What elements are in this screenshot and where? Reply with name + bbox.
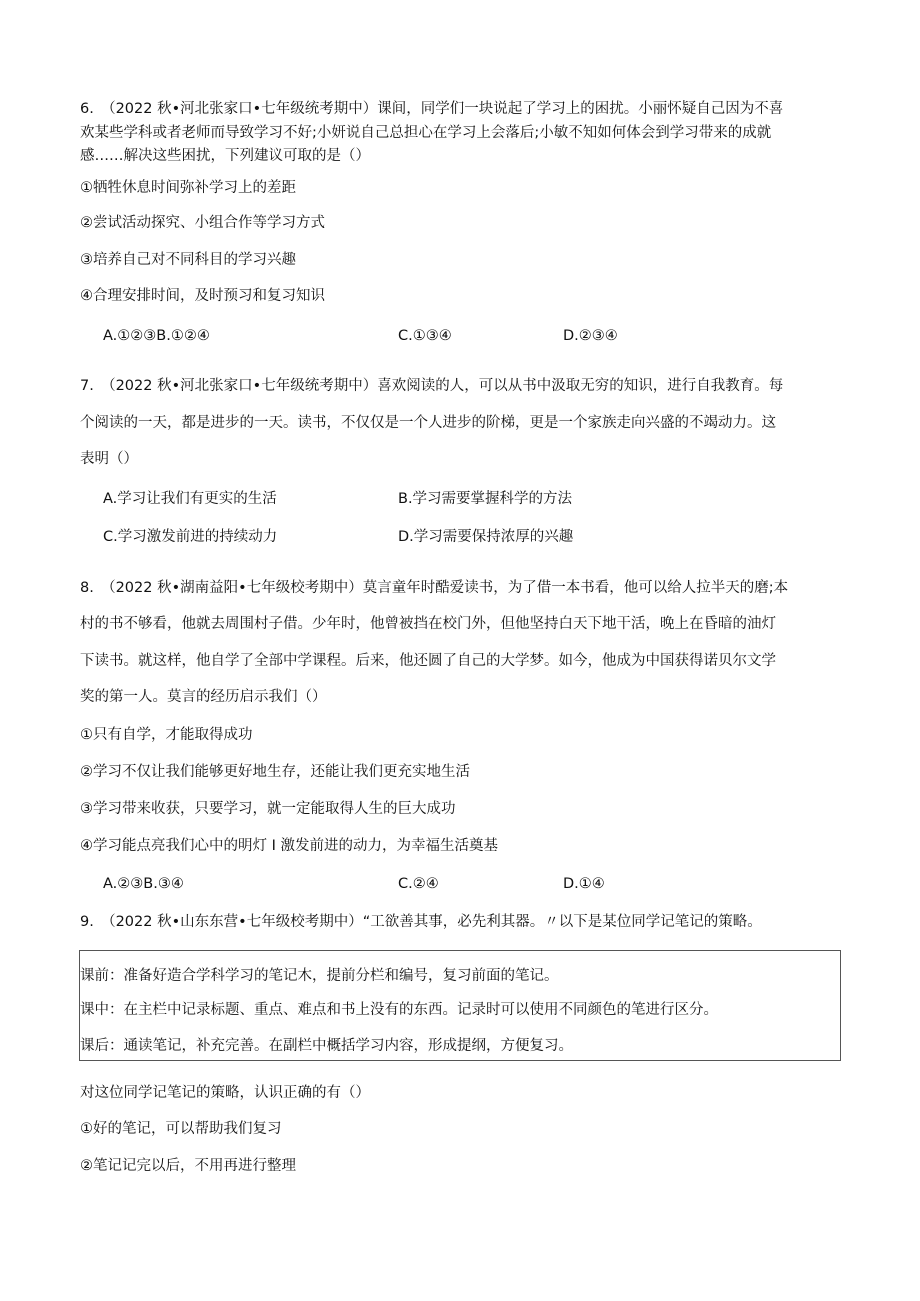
q6-option-c: C.①③④ xyxy=(398,328,452,344)
q9-item-1: ①好的笔记，可以帮助我们复习 xyxy=(80,1121,282,1137)
q8-item-2: ②学习不仅让我们能够更好地生存，还能让我们更充实地生活 xyxy=(80,764,470,780)
q8-stem-line-4: 奖的第一人。莫言的经历启示我们（） xyxy=(80,689,327,705)
box-line-before-class: 课前：准备好造合学科学习的笔记木，提前分栏和编号，复习前面的笔记。 xyxy=(80,968,559,984)
box-line-during-class: 课中：在主栏中记录标题、重点、难点和书上没有的东西。记录时可以使用不同颜色的笔进行区分。 xyxy=(80,1002,718,1018)
q6-option-d: D.②③④ xyxy=(563,328,618,344)
q6-item-1: ①牺牲休息时间弥补学习上的差距 xyxy=(80,180,296,196)
box-line-after-class: 课后：通读笔记，补充完善。在副栏中概括学习内容，形成提纲，方便复习。 xyxy=(80,1038,573,1054)
q7-stem-line-3: 表明（） xyxy=(80,451,138,467)
q8-option-d: D.①④ xyxy=(563,876,605,892)
q9-stem: 9. （2022 秋•山东东营•七年级校考期中）“工欲善其事，必先利其器。〃以下是某位同学记笔记的策略。 xyxy=(80,914,762,930)
note-strategy-box xyxy=(79,950,841,1061)
q6-item-4: ④合理安排时间，及时预习和复习知识 xyxy=(80,288,325,304)
q6-option-ab: A.①②③B.①②④ xyxy=(103,328,210,344)
q6-stem-line-1: 6. （2022 秋•河北张家口•七年级统考期中）课间，同学们一块说起了学习上的困扰。小丽怀疑自己因为不喜 xyxy=(80,101,784,117)
q8-option-ab: A.②③B.③④ xyxy=(103,876,184,892)
q7-stem-line-2: 个阅读的一天，都是进步的一天。读书，不仅仅是一个人进步的阶梯，更是一个家族走向兴盛的不竭动力。这 xyxy=(80,415,776,431)
q8-stem-line-1: 8. （2022 秋•湖南益阳•七年级校考期中）莫言童年时酷爱读书，为了借一本书看，他可以给人拉半天的磨;本 xyxy=(80,580,789,596)
q8-item-1: ①只有自学，才能取得成功 xyxy=(80,727,253,743)
q9-question: 对这位同学记笔记的策略，认识正确的有（） xyxy=(80,1085,370,1101)
q7-option-a: A.学习让我们有更实的生活 xyxy=(103,491,277,507)
q7-option-d: D.学习需要保持浓厚的兴趣 xyxy=(398,529,574,545)
q7-option-c: C.学习激发前进的持续动力 xyxy=(103,529,278,545)
q9-item-2: ②笔记记完以后，不用再进行整理 xyxy=(80,1158,296,1174)
q6-stem-line-2: 欢某些学科或者老师而导致学习不好;小妍说自己总担心在学习上会落后;小敏不知如何体会到学习带来的成就 xyxy=(80,125,772,141)
q8-stem-line-2: 村的书不够看，他就去周围村子借。少年时，他曾被挡在校门外，但他坚持白天下地干活，晚上在昏暗的油灯 xyxy=(80,616,776,632)
q6-item-2: ②尝试活动探究、小组合作等学习方式 xyxy=(80,215,325,231)
q8-option-c: C.②④ xyxy=(398,876,439,892)
q7-stem-line-1: 7. （2022 秋•河北张家口•七年级统考期中）喜欢阅读的人，可以从书中汲取无穷的知识，进行自我教育。每 xyxy=(80,378,784,394)
q8-item-4: ④学习能点亮我们心中的明灯 I 激发前进的动力，为幸福生活奠基 xyxy=(80,838,498,854)
q6-stem-line-3: 感……解决这些困扰，下列建议可取的是（） xyxy=(80,148,370,164)
q8-item-3: ③学习带来收获，只要学习，就一定能取得人生的巨大成功 xyxy=(80,801,456,817)
q6-item-3: ③培养自己对不同科目的学习兴趣 xyxy=(80,252,296,268)
q7-option-b: B.学习需要掌握科学的方法 xyxy=(398,491,573,507)
q8-stem-line-3: 下读书。就这样，他自学了全部中学课程。后来，他还圆了自己的大学梦。如今，他成为中国获得诺贝尔文学 xyxy=(80,653,776,669)
